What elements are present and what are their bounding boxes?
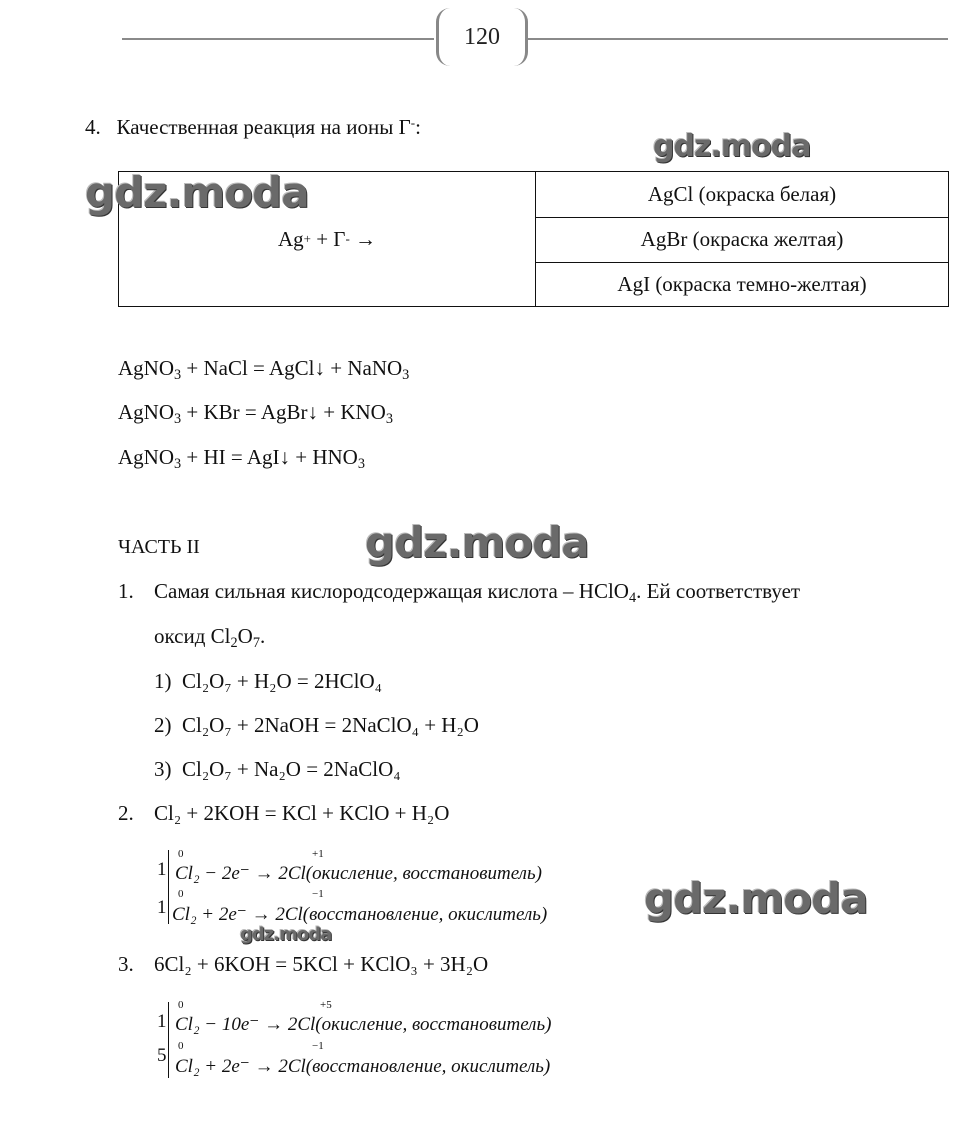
- item4-tail: :: [415, 115, 421, 139]
- eq1-s2: 3: [402, 366, 410, 383]
- eq3-s2: 3: [357, 455, 365, 472]
- q1-sub1-num: 1): [154, 669, 172, 693]
- q1-line2a: оксид Cl: [154, 624, 231, 648]
- q1-line1b: . Ей соответствует: [636, 579, 801, 603]
- table-cell-agi: AgI (окраска темно-желтая): [617, 272, 867, 296]
- equation-agi: [118, 445, 365, 472]
- page-number-text: 120: [464, 23, 500, 50]
- q1-sub2-num: 2): [154, 713, 172, 737]
- q2-r1-ox-rhs: +1: [312, 848, 324, 860]
- q2-r1-rhs: Cl(окисление, восстановитель): [287, 863, 542, 884]
- q2-r2-ox-lhs: 0: [178, 888, 184, 900]
- eq1-s1: 3: [174, 366, 182, 383]
- item4-sup: -: [410, 114, 416, 130]
- q1-text-line2: [154, 624, 266, 651]
- q3-r2-ox-rhs: −1: [312, 1040, 324, 1052]
- watermark: gdz.moda: [365, 518, 589, 567]
- q1-sub2-text: Cl₂O₇ + 2NaOH = 2NaClO₄ + H₂O: [182, 713, 479, 737]
- page-number: [436, 8, 528, 66]
- q3-r2-coef: 5: [157, 1045, 167, 1066]
- header-rule-left: [122, 38, 434, 40]
- equation-agbr: [118, 400, 393, 427]
- q1-sub1: [154, 671, 382, 692]
- q3-r2-rhs: Cl(восстановление, окислитель): [287, 1056, 551, 1077]
- q3-r2-ox-lhs: 0: [178, 1040, 184, 1052]
- q2-r2-lhs: Cl₂ + 2e⁻ → 2: [172, 904, 285, 925]
- q3-redox-line2: [175, 1057, 550, 1076]
- part2-heading: ЧАСТЬ II: [118, 536, 200, 558]
- equation-agcl: [118, 356, 410, 383]
- q1-line1s: 4: [628, 589, 637, 606]
- q3-r1-ox-rhs: +5: [320, 999, 332, 1011]
- q1-sub3: [154, 759, 401, 780]
- q1-line1a: Самая сильная кислородсодержащая кислота – HClO: [154, 579, 629, 603]
- q2-r2-ox-rhs: −1: [312, 888, 324, 900]
- q2-r1-coef: 1: [157, 859, 167, 880]
- item4-heading: [85, 114, 421, 139]
- q2-r1-lhs: Cl₂ − 2e⁻ → 2: [175, 863, 288, 884]
- table-cell-agcl: AgCl (окраска белая): [647, 182, 837, 206]
- q1-sub3-num: 3): [154, 757, 172, 781]
- q1-line1: [118, 581, 134, 602]
- eq1-a: AgNO: [118, 356, 174, 380]
- table-left-cell: Ag + + Г - →: [119, 172, 536, 306]
- q1-sub3-text: Cl₂O₇ + Na₂O = 2NaClO₄: [182, 757, 401, 781]
- q2-redox-line1: [175, 864, 542, 883]
- q1-number: 1.: [118, 579, 134, 603]
- table-row: [536, 262, 948, 307]
- q3-redox-bar: [168, 1002, 169, 1078]
- q1-line2c: .: [259, 624, 266, 648]
- watermark: gdz.moda: [644, 874, 868, 923]
- header-rule-right: [524, 38, 948, 40]
- q2-r2-rhs: Cl(восстановление, окислитель): [284, 904, 548, 925]
- watermark: gdz.moda: [85, 168, 309, 217]
- table-mid: + Г: [310, 226, 346, 251]
- eq2-a: AgNO: [118, 400, 174, 424]
- table-cell-agbr: AgBr (окраска желтая): [640, 227, 844, 251]
- q2-r1-ox-lhs: 0: [178, 848, 184, 860]
- eq2-s1: 3: [174, 410, 182, 427]
- item4-number: 4.: [85, 115, 101, 139]
- q3-equation: 6Cl₂ + 6KOH = 5KCl + KClO₃ + 3H₂O: [154, 952, 489, 976]
- eq2-s2: 3: [385, 410, 393, 427]
- q2-redox-line2: [172, 905, 547, 924]
- eq1-b: + NaCl = AgCl↓ + NaNO: [181, 356, 403, 380]
- q3-r1-rhs: Cl(окисление, восстановитель): [297, 1014, 552, 1035]
- item4-text: Качественная реакция на ионы Г: [116, 115, 411, 139]
- q1-text-line1: [154, 579, 801, 606]
- table-row: [536, 217, 948, 263]
- q1-line2s2: 7: [252, 634, 260, 651]
- q3-r1-coef: 1: [157, 1011, 167, 1032]
- eq3-b: + HI = AgI↓ + HNO: [181, 445, 358, 469]
- q1-sub1-text: Cl₂O₇ + H₂O = 2HClO₄: [182, 669, 382, 693]
- q3-r1-ox-lhs: 0: [178, 999, 184, 1011]
- q2-r2-coef: 1: [157, 897, 167, 918]
- q1-sub2: [154, 715, 479, 736]
- q3-number: 3.: [118, 952, 134, 976]
- q2-equation: Cl₂ + 2KOH = KCl + KClO + H₂O: [154, 801, 450, 825]
- table-ag: Ag: [277, 226, 304, 251]
- eq2-b: + KBr = AgBr↓ + KNO: [181, 400, 386, 424]
- watermark: gdz.moda: [653, 129, 811, 164]
- q3-r1-lhs: Cl₂ − 10e⁻ → 2: [175, 1014, 298, 1035]
- q1-line2s1: 2: [230, 634, 238, 651]
- q2-number: 2.: [118, 801, 134, 825]
- watermark: gdz.moda: [240, 924, 332, 945]
- table-row: [536, 172, 948, 218]
- q2-redox-bar: [168, 850, 169, 924]
- eq3-a: AgNO: [118, 445, 174, 469]
- table-arrow: →: [349, 226, 377, 251]
- q1-line2b: O: [237, 624, 253, 648]
- q3-r2-lhs: Cl₂ + 2e⁻ → 2: [175, 1056, 288, 1077]
- eq3-s1: 3: [174, 455, 182, 472]
- q3-redox-line1: [175, 1015, 551, 1034]
